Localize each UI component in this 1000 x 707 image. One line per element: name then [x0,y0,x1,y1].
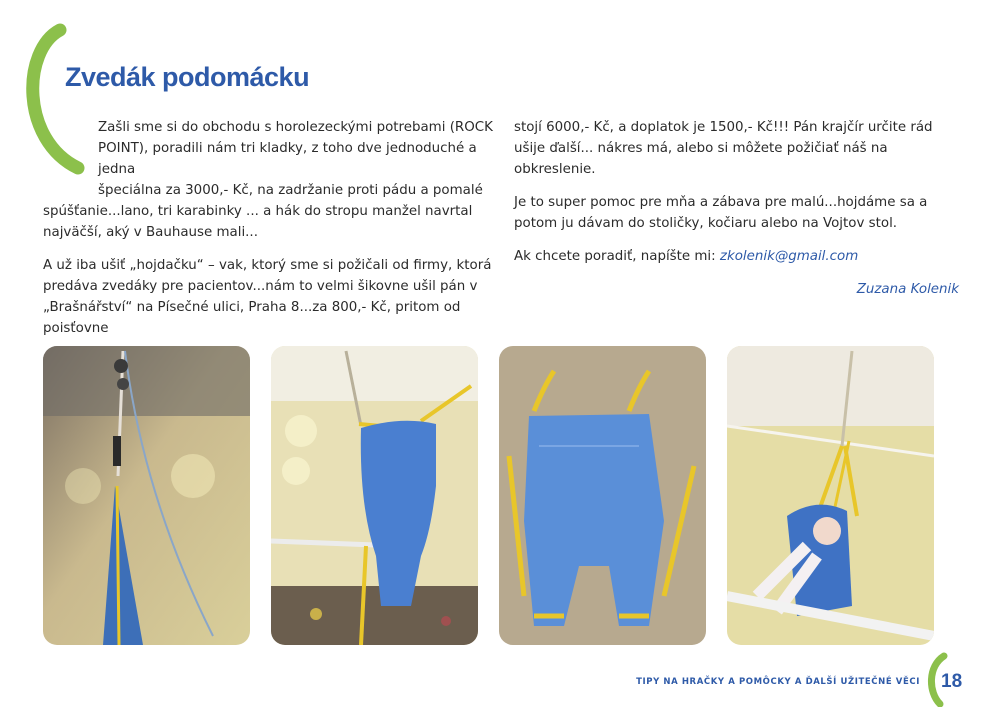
paragraph: A už iba ušiť „hojdačku“ – vak, ktorý sme si požičali od firmy, ktorá predáva zvedáky pre pacientov...nám to velmi šikovne ušil pán v „Brašnářství“ na Písečné ulici, Praha 8...za 800,- Kč, pritom od poisťovne [43,258,492,336]
footer-section-title: TIPY NA HRAČKY A POMÔCKY A ĎALŠÍ UŽITEČNÉ VĚCI [636,677,920,687]
paragraph: Je to super pomoc pre mňa a zábava pre malú...hojdáme sa a potom ju dávam do stoličky, kočiaru alebo na Vojtov stol. [514,195,928,231]
photo-sling-flat [499,346,706,645]
author-name: Zuzana Kolenik [856,282,959,297]
article-title: Zvedák podomácku [65,62,310,92]
contact-prefix: Ak chcete poradiť, napíšte mi: [514,249,720,264]
paragraph-line: spúšťanie...lano, tri karabinky ... a hák do stropu manžel navrtal najväčší, aký v Bauhause mali... [43,204,473,240]
photo-child-in-sling [727,346,934,645]
paragraph-line: špeciálna za 3000,- Kč, na zadržanie proti pádu a pomalé [98,183,483,198]
article-right-column [514,117,959,312]
photo-pulley-hoist [43,346,250,645]
paragraph-line: POINT), poradili nám tri kladky, z toho dve jednoduché a jedna [98,141,477,177]
paragraph [514,246,959,267]
paragraph-line: Zašli sme si do obchodu s horolezeckými potrebami (ROCK [98,120,493,135]
page-number: 18 [941,671,963,692]
article-left-column [43,117,493,351]
email-link[interactable]: zkolenik@gmail.com [719,249,859,264]
photo-sling-hanging [271,346,478,645]
paragraph [43,117,493,243]
paragraph: stojí 6000,- Kč, a doplatok je 1500,- Kč!!! Pán krajčír určite rád ušije ďalší... nákres má, alebo si môžete požičiať náš na obkreslenie. [514,120,933,177]
